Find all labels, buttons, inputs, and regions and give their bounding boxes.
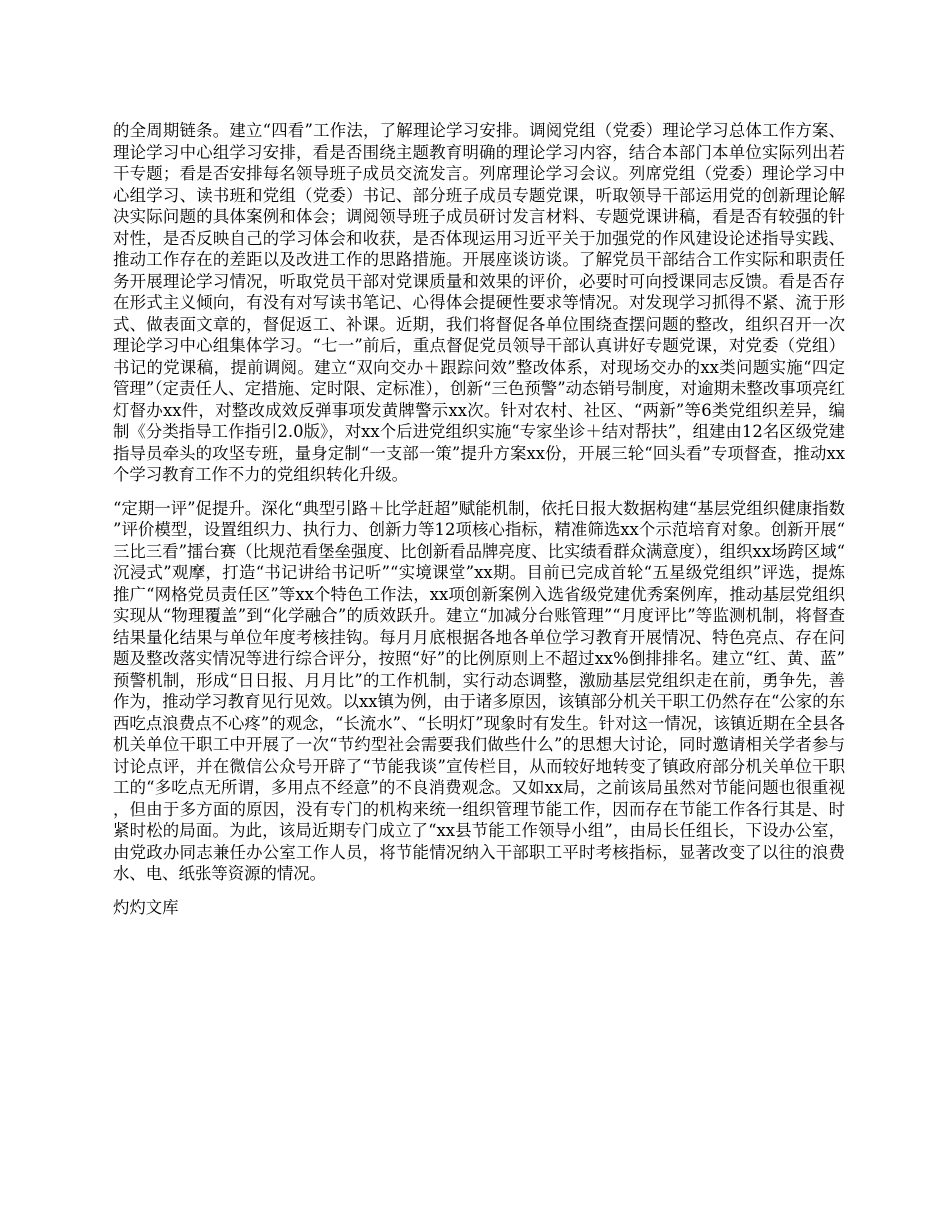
document-body: [113, 120, 845, 918]
source-label: 灼灼文库: [113, 897, 179, 917]
paragraph-1: 的全周期链条。建立“四看”工作法，了解理论学习安排。调阅党组（党委）理论学习总体工作方案、理论学习中心组学习安排，看是否围绕主题教育明确的理论学习内容，结合本部门本单位实际列出若干专题；看是否安排每名领导班子成员交流发言。列席理论学习会议。列席党组（党委）理论学习中心组学习、读书班和党组（党委）书记、部分班子成员专题党课，听取领导干部运用党的创新理论解决实际问题的具体案例和体会；调阅领导班子成员研讨发言材料、专题党课讲稿，看是否有较强的针对性，是否反映自己的学习体会和收获，是否体现运用习近平关于加强党的作风建设论述指导实践、推动工作存在的差距以及改进工作的思路措施。开展座谈访谈。了解党员干部结合工作实际和职责任务开展理论学习情况，听取党员干部对党课质量和效果的评价，必要时可向授课同志反馈。看是否存在形式主义倾向，有没有对写读书笔记、心得体会提硬性要求等情况。对发现学习抓得不紧、流于形式、做表面文章的，督促返工、补课。近期，我们将督促各单位围绕查摆问题的整改，组织召开一次理论学习中心组集体学习。“七一”前后，重点督促党员领导干部认真讲好专题党课，对党委（党组）书记的党课稿，提前调阅。建立“双向交办＋跟踪问效”整改体系，对现场交办的xx类问题实施“四定管理”（定责任人、定措施、定时限、定标准），创新“三色预警”动态销号制度，对逾期未整改事项亮红灯督办xx件，对整改成效反弹事项发黄牌警示xx次。针对农村、社区、“两新”等6类党组织差异，编制《分类指导工作指引2.0版》，对xx个后进党组织实施“专家坐诊＋结对帮扶”，组建由12名区级党建指导员牵头的攻坚专班，量身定制“一支部一策”提升方案xx份，开展三轮“回头看”专项督查，推动xx个学习教育工作不力的党组织转化升级。: [113, 121, 845, 484]
paragraph-2: “定期一评”促提升。深化“典型引路＋比学赶超”赋能机制，依托日报大数据构建“基层党组织健康指数”评价模型，设置组织力、执行力、创新力等12项核心指标，精准筛选xx个示范培育对象。创新开展“三比三看”擂台赛（比规范看堡垒强度、比创新看品牌亮度、比实绩看群众满意度），组织xx场跨区域“沉浸式”观摩，打造“书记讲给书记听”“实境课堂”xx期。目前已完成首轮“五星级党组织”评选，提炼推广“网格党员责任区”等xx个特色工作法，xx项创新案例入选省级党建优秀案例库，推动基层党组织实现从“物理覆盖”到“化学融合”的质效跃升。建立“加减分台账管理”“月度评比”等监测机制，将督查结果量化结果与单位年度考核挂钩。每月月底根据各地各单位学习教育开展情况、特色亮点、存在问题及整改落实情况等进行综合评分，按照“好”的比例原则上不超过xx%倒排排名。建立“红、黄、蓝”预警机制，形成“日日报、月月比”的工作机制，实行动态调整，激励基层党组织走在前，勇争先，善作为，推动学习教育见行见效。以xx镇为例，由于诸多原因，该镇部分机关干职工仍然存在“公家的东西吃点浪费点不心疼”的观念，“长流水”、“长明灯”现象时有发生。针对这一情况，该镇近期在全县各机关单位干职工中开展了一次“节约型社会需要我们做些什么”的思想大讨论，同时邀请相关学者参与讨论点评，并在微信公众号开辟了“节能我谈”宣传栏目，从而较好地转变了镇政府部分机关单位干职工的“多吃点无所谓，多用点不经意”的不良消费观念。又如xx局，之前该局虽然对节能问题也很重视，但由于多方面的原因，没有专门的机构来统一组织管理节能工作，因而存在节能工作各行其是、时紧时松的局面。为此，该局近期专门成立了“xx县节能工作领导小组”，由局长任组长，下设办公室，由党政办同志兼任办公室工作人员，将节能情况纳入干部职工平时考核指标，显著改变了以往的浪费水、电、纸张等资源的情况。: [113, 498, 845, 883]
